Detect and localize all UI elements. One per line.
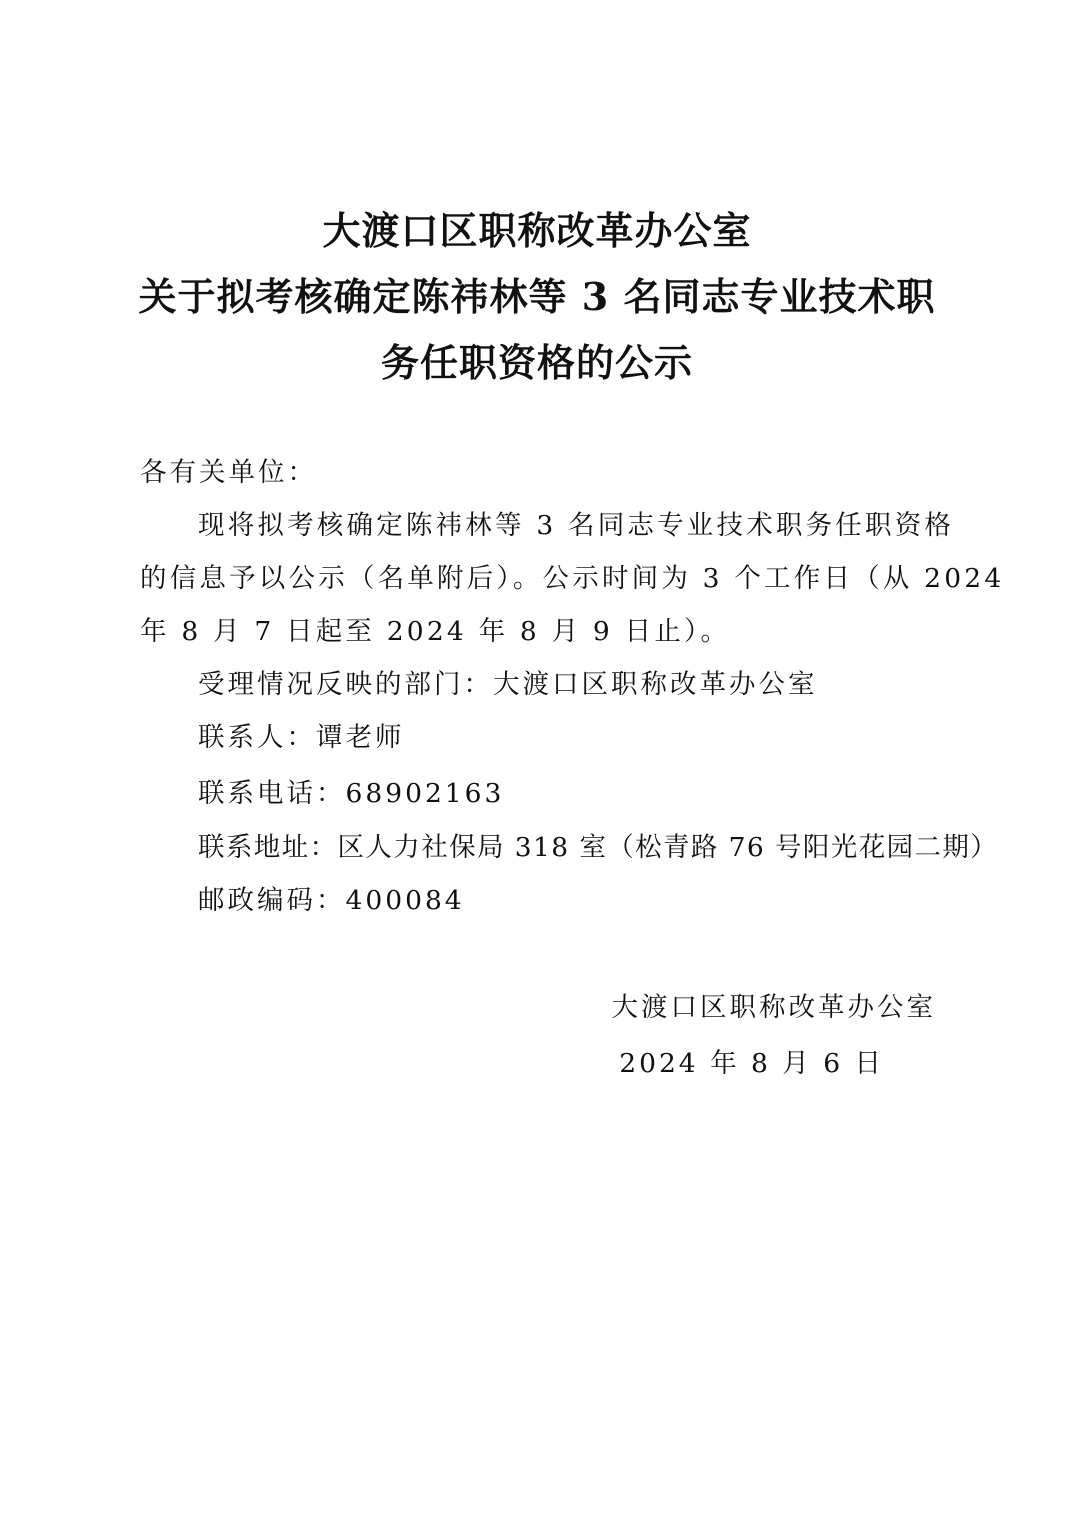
contact-person: 联系人：谭老师 (198, 722, 405, 753)
title-line-2: 关于拟考核确定陈祎林等 3 名同志专业技术职 (138, 274, 936, 319)
title-line-3: 务任职资格的公示 (380, 340, 693, 385)
contact-department: 受理情况反映的部门：大渡口区职称改革办公室 (198, 669, 818, 700)
title-line-1: 大渡口区职称改革办公室 (322, 208, 752, 253)
paragraph-line-1: 现将拟考核确定陈祎林等 3 名同志专业技术职务任职资格 (198, 510, 955, 541)
signature-date: 2024 年 8 月 6 日 (619, 1048, 884, 1079)
paragraph-line-3: 年 8 月 7 日起至 2024 年 8 月 9 日止）。 (140, 616, 731, 647)
notice-paragraph (140, 499, 1005, 658)
signature-block (612, 980, 937, 1092)
contact-zip: 邮政编码：400084 (198, 885, 465, 916)
contact-phone: 联系电话：68902163 (198, 778, 505, 809)
document-title (120, 198, 954, 396)
signature-org: 大渡口区职称改革办公室 (611, 992, 936, 1023)
contact-address: 联系地址：区人力社保局 318 室（松青路 76 号阳光花园二期） (198, 832, 999, 863)
paragraph-line-2: 的信息予以公示（名单附后）。公示时间为 3 个工作日（从 2024 (140, 563, 1005, 594)
salutation: 各有关单位： (140, 457, 317, 488)
